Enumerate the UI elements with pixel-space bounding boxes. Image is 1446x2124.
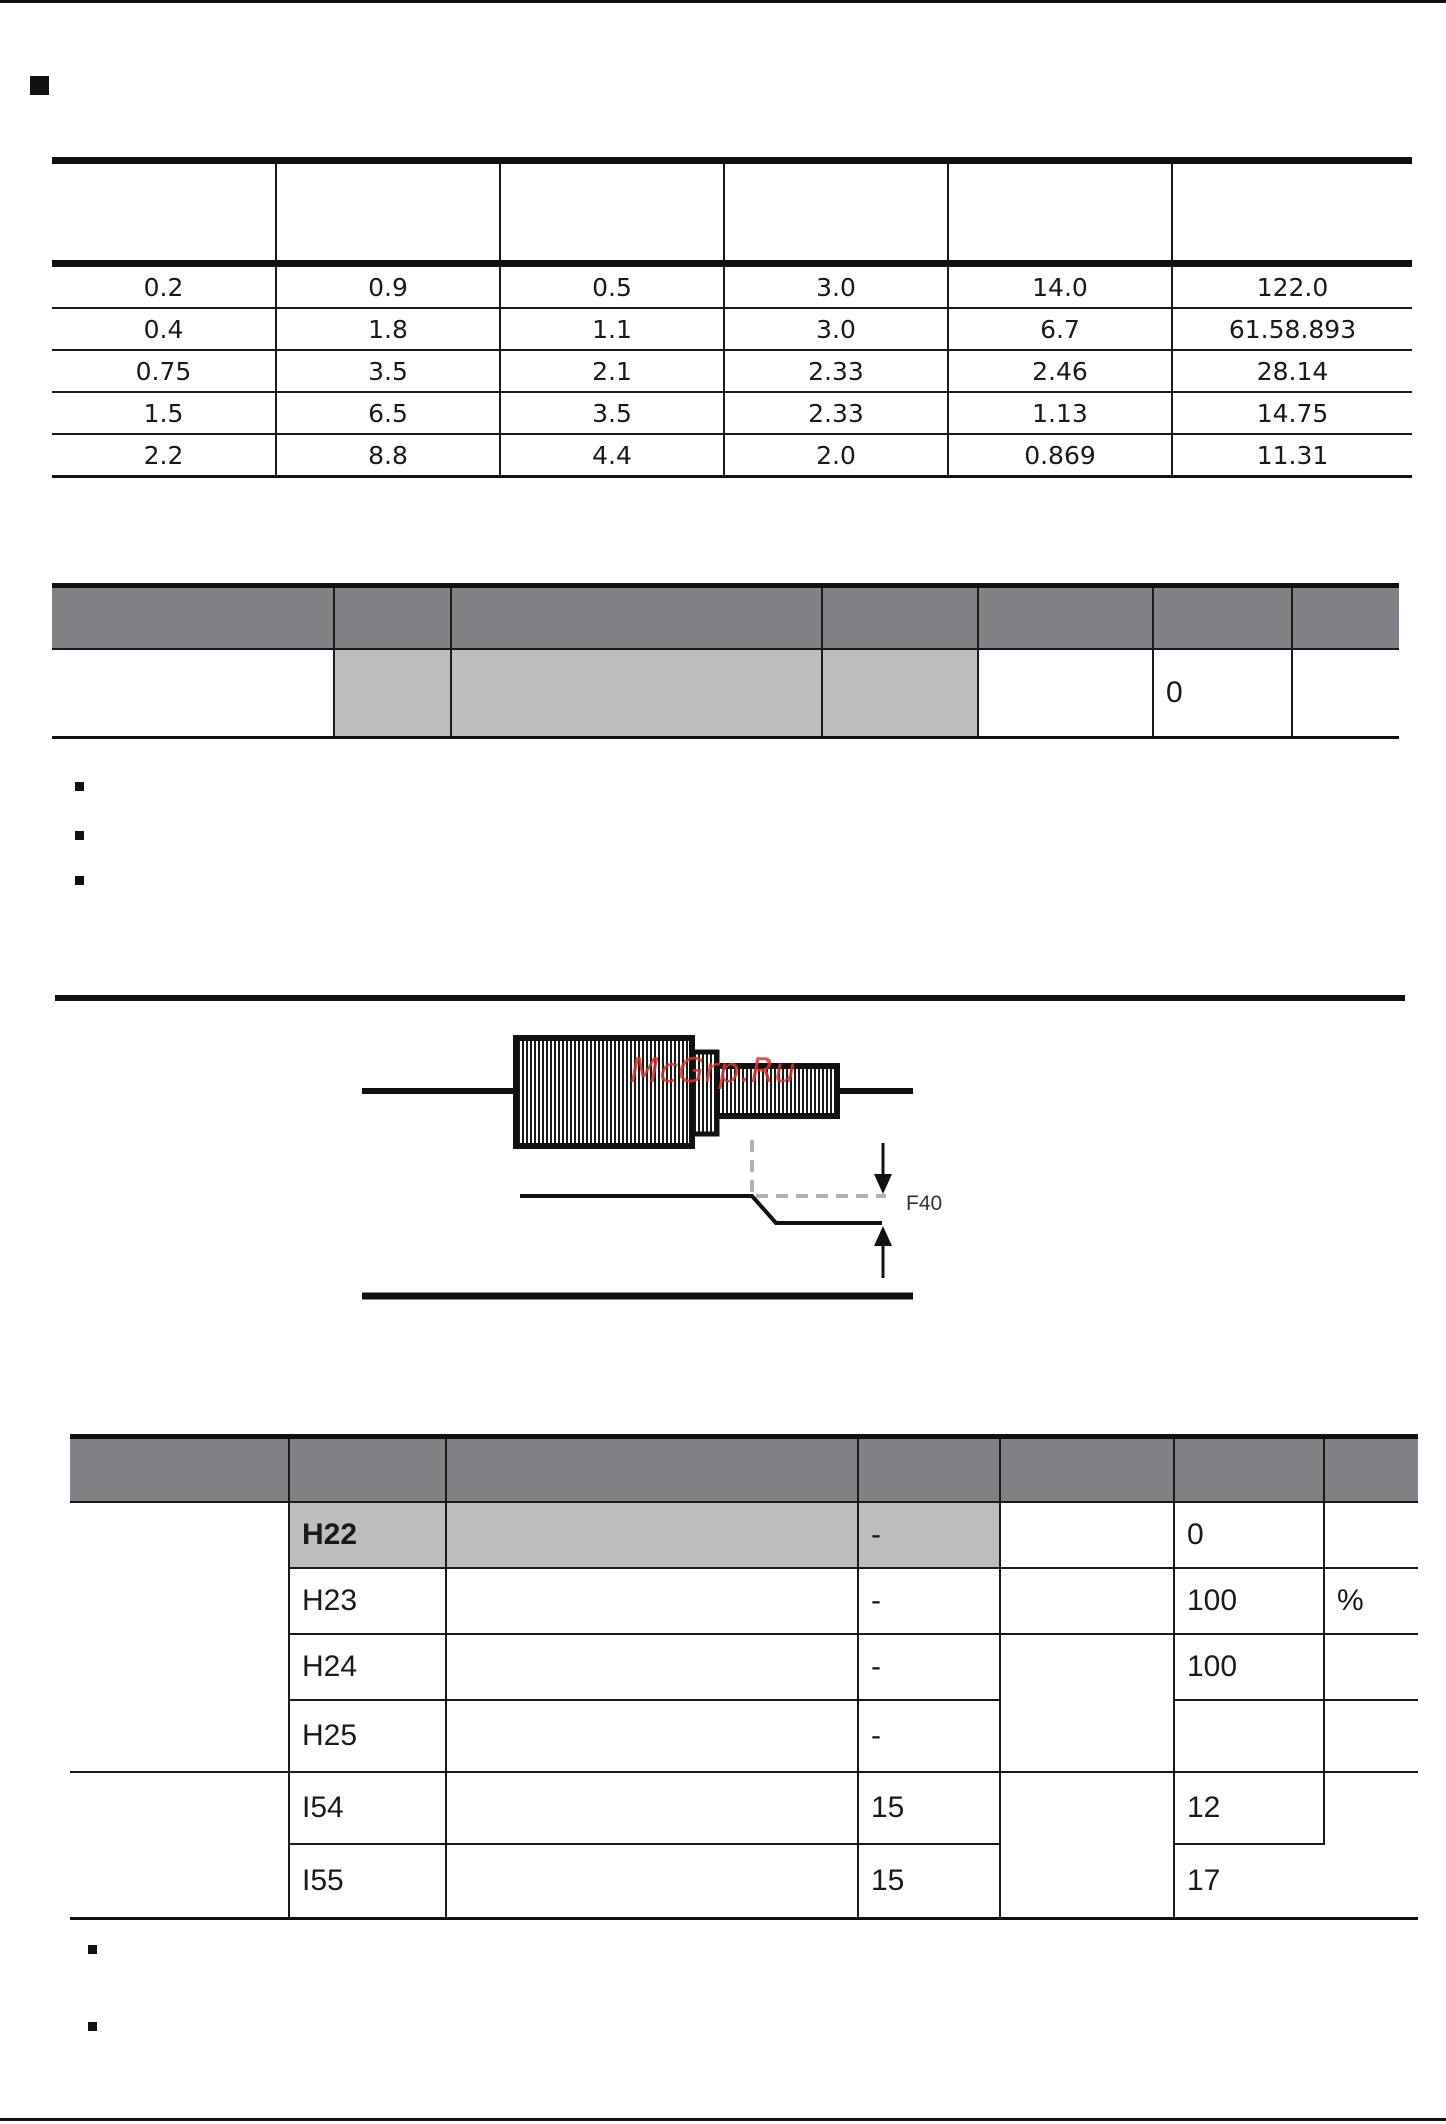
table-cell: 1.1 bbox=[500, 308, 724, 350]
diagram-label: F40 bbox=[906, 1192, 943, 1215]
limit-cell bbox=[822, 649, 978, 738]
top-rule bbox=[0, 0, 1446, 3]
value-cell: 0 bbox=[1153, 649, 1292, 738]
table-cell: 1.13 bbox=[948, 392, 1172, 434]
value-cell: 17 bbox=[1174, 1844, 1324, 1919]
table-cell: 3.0 bbox=[724, 308, 948, 350]
level-line bbox=[520, 1196, 882, 1223]
unit-cell bbox=[1324, 1634, 1418, 1700]
table-cell: 6.7 bbox=[948, 308, 1172, 350]
parameter-table-1 bbox=[52, 583, 1399, 739]
table-cell: 0.5 bbox=[500, 264, 724, 309]
table-header-row bbox=[70, 1437, 1418, 1503]
limit-cell: - bbox=[858, 1700, 1000, 1772]
code-cell: H25 bbox=[289, 1700, 446, 1772]
name-cell bbox=[446, 1700, 858, 1772]
code-cell: H23 bbox=[289, 1568, 446, 1634]
name-cell bbox=[451, 649, 822, 738]
table-cell: 11.31 bbox=[1172, 434, 1412, 477]
table-cell: 28.14 bbox=[1172, 350, 1412, 392]
table-cell: 3.5 bbox=[500, 392, 724, 434]
list-bullet bbox=[75, 876, 84, 885]
limit-cell: - bbox=[858, 1502, 1000, 1568]
arrow-down-icon bbox=[874, 1174, 892, 1194]
table-cell: 122.0 bbox=[1172, 264, 1412, 309]
limit-cell: 15 bbox=[858, 1772, 1000, 1844]
list-bullet bbox=[88, 2022, 97, 2031]
table-cell: 0.869 bbox=[948, 434, 1172, 477]
table-row bbox=[52, 350, 1412, 392]
table-header-row bbox=[52, 161, 1412, 264]
code-cell: I55 bbox=[289, 1844, 446, 1919]
name-cell bbox=[446, 1844, 858, 1919]
table-cell: 0.2 bbox=[52, 264, 276, 309]
table-row bbox=[52, 392, 1412, 434]
name-cell bbox=[446, 1502, 858, 1568]
table-cell: 61.58.893 bbox=[1172, 308, 1412, 350]
table-cell: 0.4 bbox=[52, 308, 276, 350]
motor-parameter-table bbox=[52, 157, 1412, 478]
table-cell: 6.5 bbox=[276, 392, 500, 434]
table-cell: 0.75 bbox=[52, 350, 276, 392]
value-cell: 12 bbox=[1174, 1772, 1324, 1844]
name-cell bbox=[446, 1772, 858, 1844]
section-bullet bbox=[30, 76, 49, 95]
table-cell: 1.5 bbox=[52, 392, 276, 434]
list-bullet bbox=[88, 1945, 97, 1954]
name-cell bbox=[446, 1634, 858, 1700]
value-cell: 100 bbox=[1174, 1634, 1324, 1700]
unit-cell bbox=[1324, 1502, 1418, 1568]
table-row bbox=[52, 434, 1412, 477]
table-cell: 0.9 bbox=[276, 264, 500, 309]
table-cell: 14.0 bbox=[948, 264, 1172, 309]
name-cell bbox=[446, 1568, 858, 1634]
trip-level-diagram bbox=[350, 1028, 970, 1318]
table-header-row bbox=[52, 586, 1399, 650]
table-cell: 2.0 bbox=[724, 434, 948, 477]
list-bullet bbox=[75, 831, 84, 840]
section-divider bbox=[55, 995, 1405, 1001]
table-cell: 3.5 bbox=[276, 350, 500, 392]
parameter-table-2 bbox=[70, 1434, 1418, 1920]
value-cell bbox=[1174, 1700, 1324, 1772]
code-cell: H22 bbox=[289, 1502, 446, 1568]
arrow-up-icon bbox=[874, 1226, 892, 1246]
table-cell: 4.4 bbox=[500, 434, 724, 477]
table-row bbox=[52, 308, 1412, 350]
table-row bbox=[52, 264, 1412, 309]
table-cell: 2.1 bbox=[500, 350, 724, 392]
table-cell: 2.33 bbox=[724, 350, 948, 392]
group-cell bbox=[70, 1772, 289, 1919]
value-cell: 0 bbox=[1174, 1502, 1324, 1568]
list-bullet bbox=[75, 782, 84, 791]
table-cell: 1.8 bbox=[276, 308, 500, 350]
unit-cell bbox=[1324, 1772, 1418, 1919]
table-cell: 2.2 bbox=[52, 434, 276, 477]
code-cell bbox=[334, 649, 451, 738]
table-cell: 2.33 bbox=[724, 392, 948, 434]
limit-cell: - bbox=[858, 1634, 1000, 1700]
table-row bbox=[52, 649, 1399, 738]
bottom-rule bbox=[0, 2118, 1446, 2121]
table-cell: 14.75 bbox=[1172, 392, 1412, 434]
table-cell: 2.46 bbox=[948, 350, 1172, 392]
table-cell: 3.0 bbox=[724, 264, 948, 309]
unit-cell bbox=[1324, 1700, 1418, 1772]
table-cell: 8.8 bbox=[276, 434, 500, 477]
code-cell: I54 bbox=[289, 1772, 446, 1844]
table-row bbox=[70, 1502, 1418, 1568]
unit-cell: % bbox=[1324, 1568, 1418, 1634]
code-cell: H24 bbox=[289, 1634, 446, 1700]
watermark-text: McGrp.Ru bbox=[630, 1051, 796, 1091]
limit-cell: 15 bbox=[858, 1844, 1000, 1919]
value-cell: 100 bbox=[1174, 1568, 1324, 1634]
table-row bbox=[70, 1772, 1418, 1844]
group-cell bbox=[70, 1502, 289, 1772]
dashed-guide bbox=[752, 1140, 886, 1196]
limit-cell: - bbox=[858, 1568, 1000, 1634]
